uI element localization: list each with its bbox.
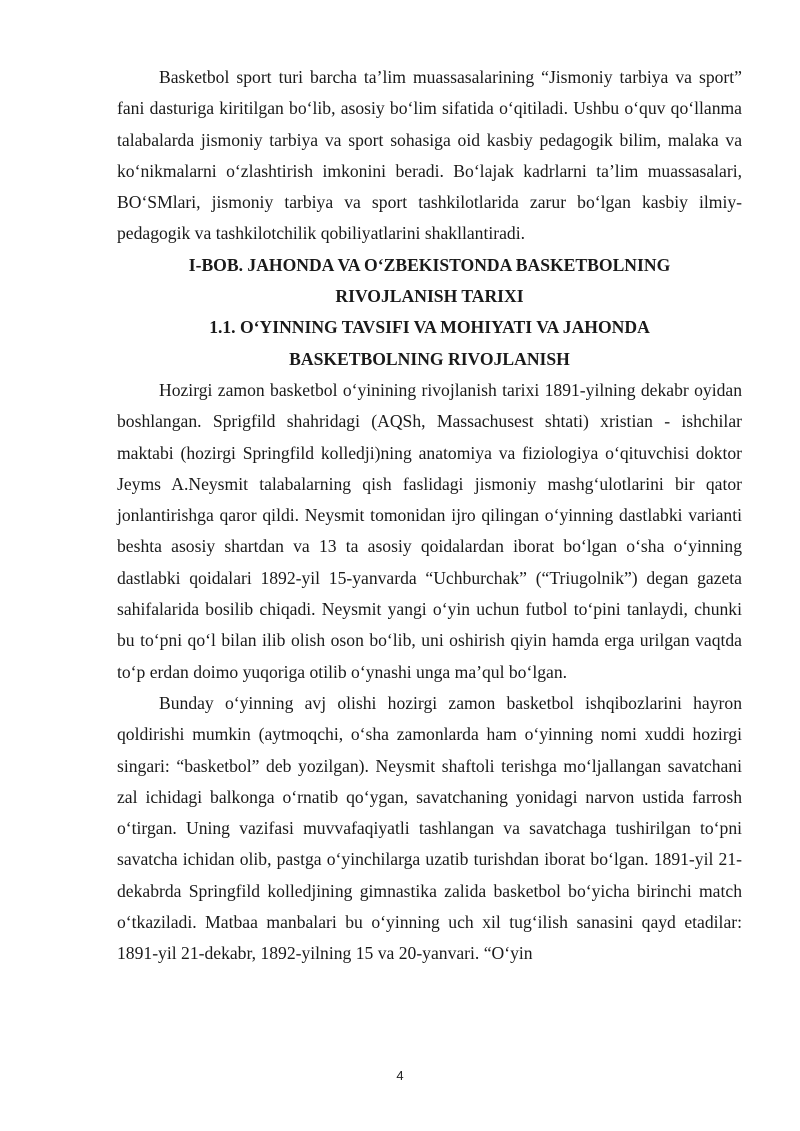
history-paragraph: Hozirgi zamon basketbol o‘yinining rivojlanish tarixi 1891-yilning dekabr oyidan boshlangan. Sprigfild shahridagi (AQSh, Massachusest shtati) xristian - ishchilar maktabi (hozirgi Springfild kolledji)ning anatomiya va fiziologiya o‘qituvchisi doktor Jeyms A.Neysmit talabalarning qish faslidagi jismoniy mashg‘ulotlarini bir qator jonlantirishga qaror qildi. Neysmit tomonidan ijro qilingan o‘yinning dastlabki varianti beshta asosiy shartdan va 13 ta asosiy qoidalardan iborat bo‘lgan o‘sha o‘yinning dastlabki qoidalari 1892-yil 15-yanvarda “Uchburchak” (“Triugolnik”) degan gazeta sahifalarida bosilib chiqadi. Neysmit yangi o‘yin uchun futbol to‘pini tanlaydi, chunki bu to‘pni qo‘l bilan ilib olish oson bo‘lib, uni oshirish qiyin hamda erga urilgan vaqtda to‘p erdan doimo yuqoriga otilib o‘ynashi unga ma’qul bo‘lgan. xyxy=(117,379,742,682)
section-heading xyxy=(117,312,742,375)
page-content xyxy=(117,62,742,970)
bunday-paragraph: Bunday o‘yinning avj olishi hozirgi zamon basketbol ishqibozlarini hayron qoldirishi mumkin (aytmoqchi, o‘sha zamonlarda ham o‘yinning nomi xuddi hozirgi singari: “basketbol” deb yozilgan). Neysmit shaftoli terishga mo‘ljallangan savatchani zal ichidagi balkonga o‘rnatib qo‘ygan, savatchaning yonidagi narvon ustida farrosh o‘tirgan. Uning vazifasi muvvafaqiyatli tashlangan va savatchaga tushirilgan to‘pni savatcha ichidan olib, pastga o‘yinchilarga uzatib turishdan iborat bo‘lgan. 1891-yil 21-dekabrda Springfild kolledjining gimnastika zalida basketbol bo‘yicha birinchi match o‘tkaziladi. Matbaa manbalari bu o‘yinning uch xil tug‘ilish sanasini qayd etadilar: 1891-yil 21-dekabr, 1892-yilning 15 va 20-yanvari. “O‘yin xyxy=(117,692,742,964)
intro-paragraph: Basketbol sport turi barcha ta’lim muassasalarining “Jismoniy tarbiya va sport” fani dasturiga kiritilgan bo‘lib, asosiy bo‘lim sifatida o‘qitiladi. Ushbu o‘quv qo‘llanma talabalarda jismoniy tarbiya va sport sohasiga oid kasbiy pedagogik bilim, malaka va ko‘nikmalarni o‘zlashtirish imkonini beradi. Bo‘lajak kadrlarni ta’lim muassasalari, BO‘SMlari, jismoniy tarbiya va sport tashkilotlarida zarur bo‘lgan kasbiy ilmiy-pedagogik va tashkilotchilik qobiliyatlarini shakllantiradi. xyxy=(117,67,742,244)
section-heading-line-2: BASKETBOLNING RIVOJLANISH xyxy=(289,348,570,369)
chapter-heading xyxy=(117,250,742,313)
page-number: 4 xyxy=(396,1068,404,1083)
chapter-heading-line-2: RIVOJLANISH TARIXI xyxy=(335,286,524,307)
chapter-heading-line-1: I-BOB. JAHONDA VA O‘ZBEKISTONDA BASKETBOLNING xyxy=(188,254,671,275)
section-heading-line-1: 1.1. O‘YINNING TAVSIFI VA MOHIYATI VA JAHONDA xyxy=(209,317,650,338)
